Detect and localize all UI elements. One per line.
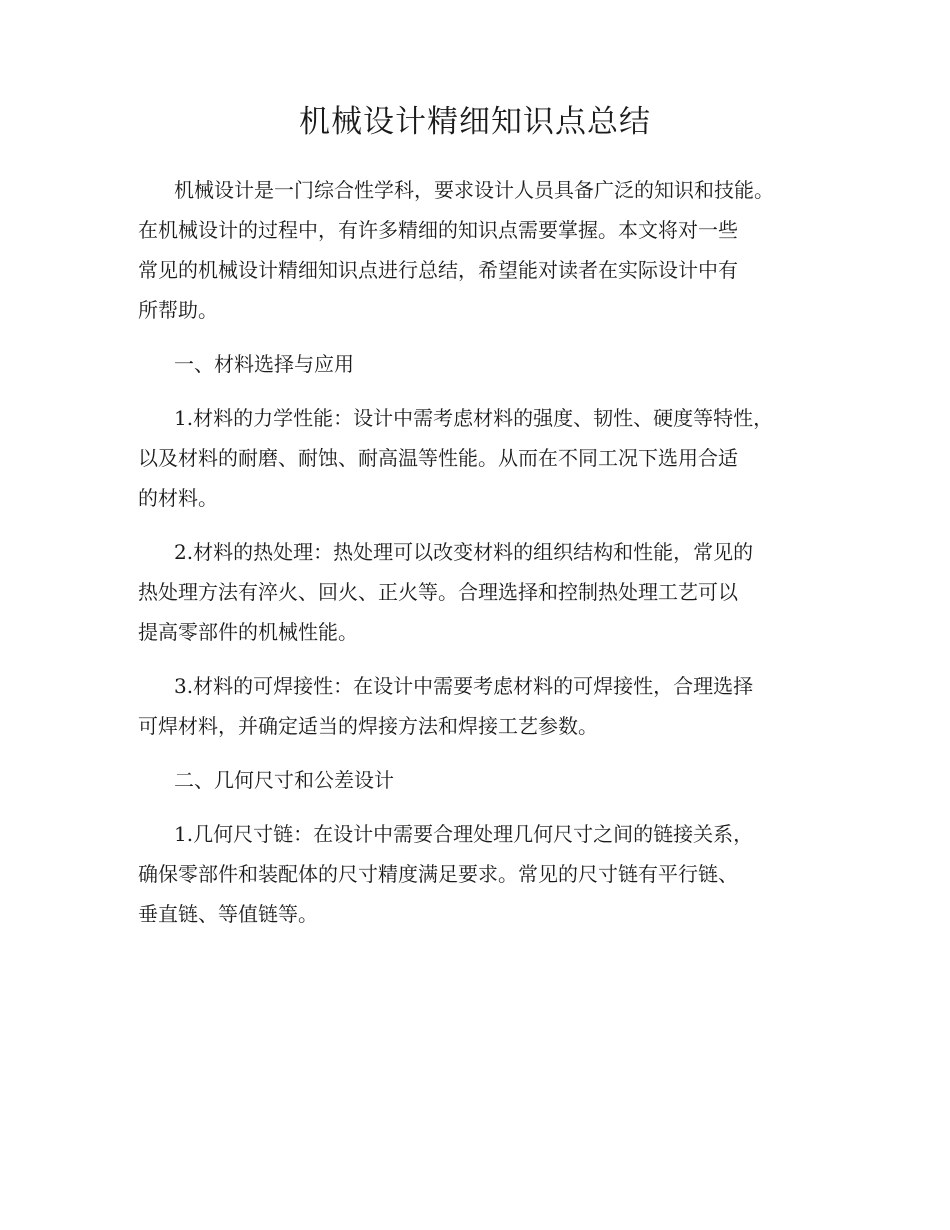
text-line: 可焊材料，并确定适当的焊接方法和焊接工艺参数。 — [138, 714, 598, 738]
text-line: 常见的机械设计精细知识点进行总结，希望能对读者在实际设计中有 — [138, 258, 738, 282]
intro-paragraph — [138, 170, 838, 330]
text-line: 的材料。 — [138, 486, 218, 510]
paragraph-dimension-chain — [138, 814, 838, 934]
text-line: 在机械设计的过程中，有许多精细的知识点需要掌握。本文将对一些 — [138, 218, 738, 242]
text-line: 确保零部件和装配体的尺寸精度满足要求。常见的尺寸链有平行链、 — [138, 862, 738, 886]
text-line: 机械设计是一门综合性学科，要求设计人员具备广泛的知识和技能。 — [174, 178, 774, 202]
text-line: 1.材料的力学性能：设计中需考虑材料的强度、韧性、硬度等特性， — [174, 406, 774, 430]
text-line: 热处理方法有淬火、回火、正火等。合理选择和控制热处理工艺可以 — [138, 580, 738, 604]
text-line: 2.材料的热处理：热处理可以改变材料的组织结构和性能，常见的 — [174, 540, 754, 564]
text-line: 提高零部件的机械性能。 — [138, 620, 358, 644]
text-line: 以及材料的耐磨、耐蚀、耐高温等性能。从而在不同工况下选用合适 — [138, 446, 738, 470]
text-line: 3.材料的可焊接性：在设计中需要考虑材料的可焊接性，合理选择 — [174, 674, 754, 698]
section-heading-materials: 一、材料选择与应用 — [174, 352, 354, 376]
paragraph-mechanical-properties — [138, 398, 838, 518]
text-line: 所帮助。 — [138, 298, 218, 322]
document-body — [138, 170, 838, 948]
section-heading-dimensions: 二、几何尺寸和公差设计 — [174, 768, 394, 792]
text-line: 1.几何尺寸链：在设计中需要合理处理几何尺寸之间的链接关系， — [174, 822, 754, 846]
text-line: 垂直链、等值链等。 — [138, 902, 318, 926]
paragraph-weldability — [138, 666, 838, 746]
document-title: 机械设计精细知识点总结 — [299, 104, 651, 140]
paragraph-heat-treatment — [138, 532, 838, 652]
